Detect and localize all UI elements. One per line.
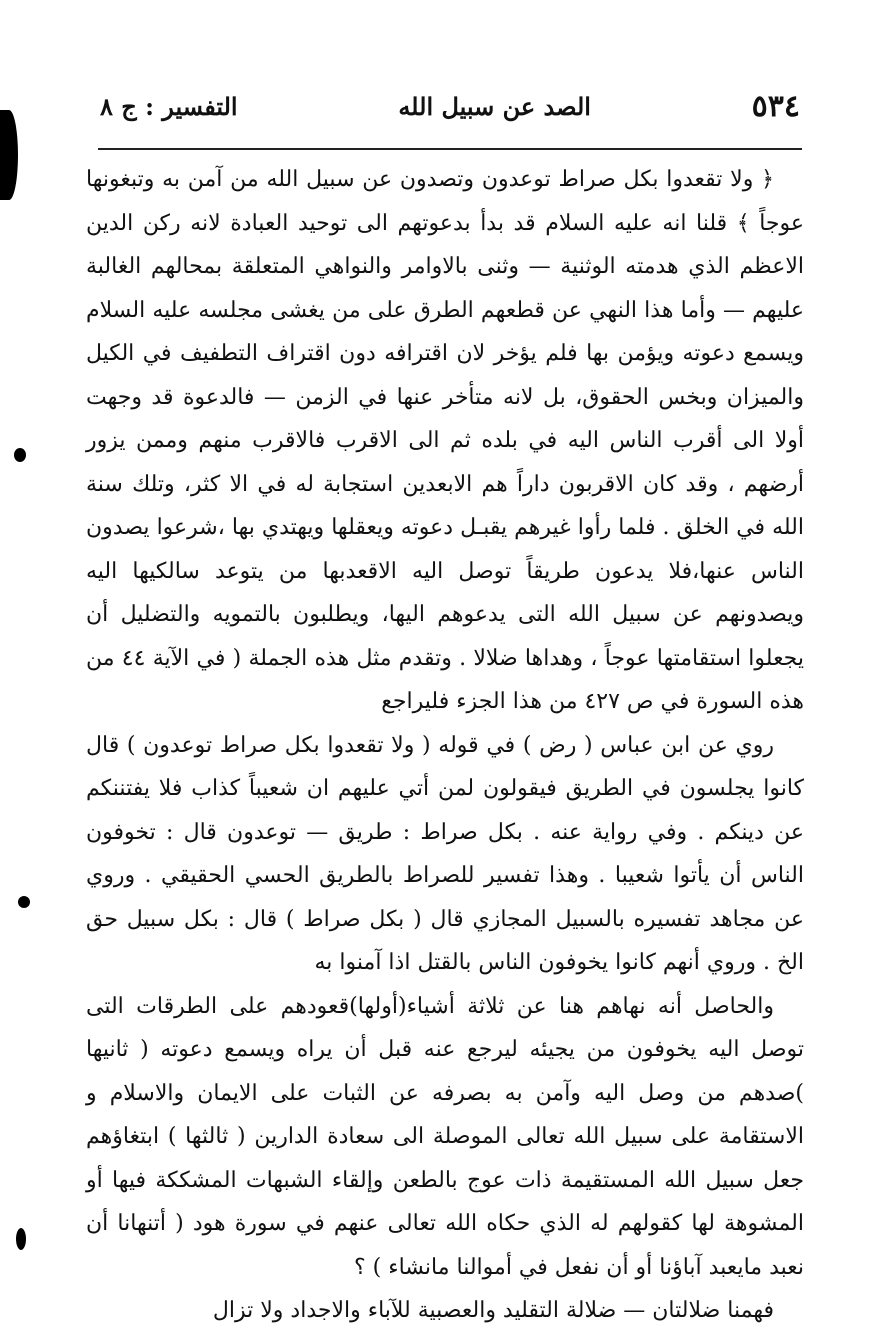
running-title: الصد عن سبيل الله bbox=[398, 91, 591, 121]
scan-mark-1 bbox=[14, 448, 26, 462]
header-rule bbox=[98, 148, 802, 150]
body-text bbox=[86, 158, 804, 1333]
paragraph-1: ﴿ ولا تقعدوا بكل صراط توعدون وتصدون عن سبيل الله من آمن به وتبغونها عوجاً ﴾ قلنا انه عليه السلام قد بدأ بدعوتهم الى توحيد العبادة لانه ركن الدين الاعظم الذي هدمته الوثنية — وثنى بالاوامر والنواهي المتعلقة بمحالهم الغالبة عليهم — وأما هذا النهي عن قطعهم الطرق على من يغشى مجلسه عليه السلام ويسمع دعوته ويؤمن بها فلم يؤخر لان اقترافه دون اقتراف التطفيف في الكيل والميزان وبخس الحقوق، بل لانه متأخر عنها في الزمن — فالدعوة قد وجهت أولا الى أقرب الناس اليه في بلده ثم الى الاقرب فالاقرب منهم وممن يزور أرضهم ، وقد كان الاقربون داراً هم الابعدين استجابة له في الا كثر، وتلك سنة الله في الخلق . فلما رأوا غيرهم يقبـل دعوته ويعقلها ويهتدي بها ،شرعوا يصدون الناس عنها،فلا يدعون طريقاً توصل اليه الاقعدبها من يتوعد سالكيها اليه ويصدونهم عن سبيل الله التى يدعوهم اليها، ويطلبون بالتمويه والتضليل أن يجعلوا استقامتها عوجاً ، وهداها ضلالا . وتقدم مثل هذه الجملة ( في الآية ٤٤ من هذه السورة في ص ٤٢٧ من هذا الجزء فليراجع bbox=[86, 167, 805, 714]
scan-mark-top bbox=[0, 110, 18, 200]
paragraph-3: والحاصل أنه نهاهم هنا عن ثلاثة أشياء(أولها)قعودهم على الطرقات التى توصل اليه يخوفون من يجيئه ليرجع عنه قبل أن يراه ويسمع دعوته ( ثانيها )صدهم من وصل اليه وآمن به بصرفه عن الثبات على الايمان والاسلام و الاستقامة على سبيل الله تعالى الموصلة الى سعادة الدارين ( ثالثها ) ابتغاؤهم جعل سبيل الله المستقيمة ذات عوج بالطعن وإلقاء الشبهات المشككة فيها أو المشوهة لها كقولهم له الذي حكاه الله تعالى عنهم في سورة هود ( أتنهانا أن نعبد مايعبد آباؤنا أو أن نفعل في أموالنا مانشاء ) ؟ bbox=[86, 993, 804, 1280]
scan-mark-2 bbox=[18, 896, 30, 908]
page-number: ٥٣٤ bbox=[751, 88, 800, 124]
paragraph-4: فهمنا ضلالتان — ضلالة التقليد والعصبية للآباء والاجداد ولا تزال bbox=[212, 1298, 774, 1323]
scan-mark-3 bbox=[16, 1228, 26, 1250]
page-header bbox=[100, 86, 800, 126]
paragraph-2: روي عن ابن عباس ( رض ) في قوله ( ولا تقعدوا بكل صراط توعدون ) قال كانوا يجلسون في الطريق فيقولون لمن أتي عليهم ان شعيباً كذاب فلا يفتننكم عن دينكم . وفي رواية عنه . بكل صراط : طريق — توعدون قال : تخوفون الناس أن يأتوا شعيبا . وهذا تفسير للصراط بالطريق الحسي الحقيقي . وروي عن مجاهد تفسيره بالسبيل المجازي قال ( بكل صراط ) قال : بكل سبيل حق الخ . وروي أنهم كانوا يخوفون الناس بالقتل اذا آمنوا به bbox=[86, 732, 804, 975]
volume-label: التفسير : ج ٨ bbox=[100, 91, 238, 121]
